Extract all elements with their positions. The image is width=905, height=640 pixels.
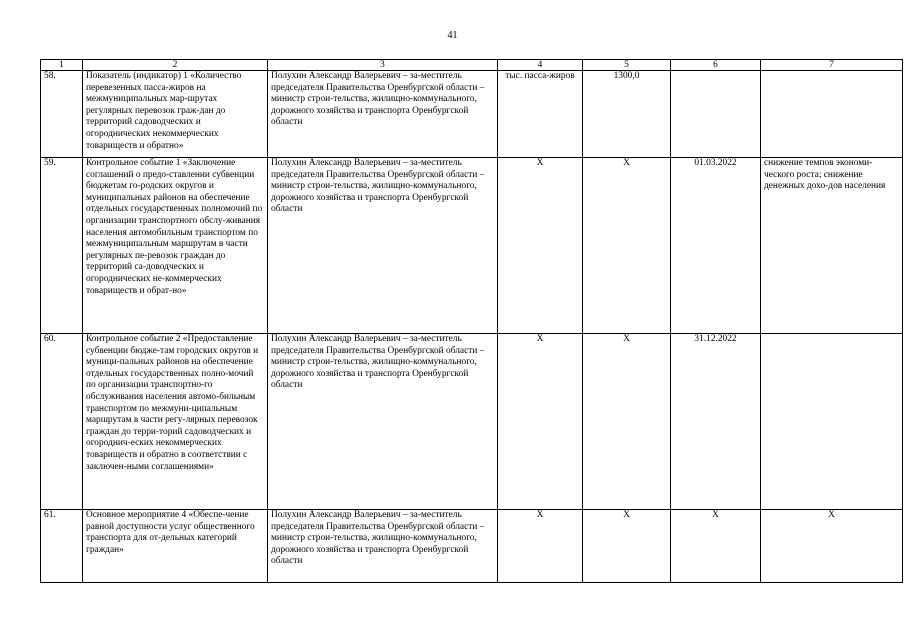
row-unit: тыс. пасса-жиров [498, 71, 583, 158]
row-number: 59. [41, 158, 83, 334]
row-value: Х [583, 158, 671, 334]
row-value: Х [583, 334, 671, 510]
column-header: 7 [761, 60, 903, 71]
row-value: 1300,0 [583, 71, 671, 158]
row-risk: Х [761, 510, 903, 583]
column-header: 2 [83, 60, 268, 71]
row-number: 60. [41, 334, 83, 510]
table-row [41, 334, 903, 510]
row-number: 61. [41, 510, 83, 583]
page-number: 41 [447, 30, 458, 41]
header-row [41, 60, 903, 71]
row-name: Контрольное событие 1 «Заключение соглашений о предо-ставлении субвенции бюджетам го-родских округов и муниципальных районов на обеспечение отдельных государственных полномочий по организации транспортного обслу-живания населения автомобильным транспортом по межмуниципальным маршрутам в части регулярных пе-ревозок граждан до территорий са-доводческих и огороднических не-коммерческих товариществ и обрат-но» [83, 158, 268, 334]
column-header: 6 [671, 60, 761, 71]
row-number: 58. [41, 71, 83, 158]
row-responsible: Полухин Александр Валерьевич – за-меститель председателя Правительства Оренбургской области – министр строи-тельства, жилищно-коммунального, дорожного хозяйства и транспорта Оренбургской области [268, 510, 498, 583]
table-row [41, 510, 903, 583]
column-header: 4 [498, 60, 583, 71]
row-unit: Х [498, 334, 583, 510]
plan-table [40, 59, 903, 583]
row-name: Показатель (индикатор) 1 «Количество перевезенных пасса-жиров на межмуниципальных мар-шрутах регулярных перевозок граж-дан до территорий садоводческих и огороднических некоммерческих товариществ и обратно» [83, 71, 268, 158]
row-risk: снижение темпов экономи-ческого роста; снижение денежных дохо-дов населения [761, 158, 903, 334]
row-risk [761, 334, 903, 510]
row-unit: Х [498, 158, 583, 334]
row-name: Основное мероприятие 4 «Обеспе-чение равной доступности услуг общественного транспорта для от-дельных категорий граждан» [83, 510, 268, 583]
row-risk [761, 71, 903, 158]
column-header: 5 [583, 60, 671, 71]
row-unit: Х [498, 510, 583, 583]
column-header: 3 [268, 60, 498, 71]
table-row [41, 71, 903, 158]
row-responsible: Полухин Александр Валерьевич – за-меститель председателя Правительства Оренбургской области – министр строи-тельства, жилищно-коммунального, дорожного хозяйства и транспорта Оренбургской области [268, 334, 498, 510]
row-date [671, 71, 761, 158]
row-value: Х [583, 510, 671, 583]
row-date: 01.03.2022 [671, 158, 761, 334]
row-name: Контрольное событие 2 «Предоставление субвенции бюдже-там городских округов и муници-пальных районов на обеспечение отдельных государственных полно-мочий по организации транспортно-го обслуживания населения автомо-бильным транспортом по межмуни-ципальным маршрутам в части регу-лярных перевозок граждан до терри-торий садоводческих и огороднич-еских некоммерческих товариществ и обратно в соответствии с заключен-ными соглашениями» [83, 334, 268, 510]
row-date: Х [671, 510, 761, 583]
row-responsible: Полухин Александр Валерьевич – за-меститель председателя Правительства Оренбургской области – министр строи-тельства, жилищно-коммунального, дорожного хозяйства и транспорта Оренбургской области [268, 71, 498, 158]
row-responsible: Полухин Александр Валерьевич – за-меститель председателя Правительства Оренбургской области – министр строи-тельства, жилищно-коммунального, дорожного хозяйства и транспорта Оренбургской области [268, 158, 498, 334]
column-header: 1 [41, 60, 83, 71]
row-date: 31.12.2022 [671, 334, 761, 510]
table-row [41, 158, 903, 334]
